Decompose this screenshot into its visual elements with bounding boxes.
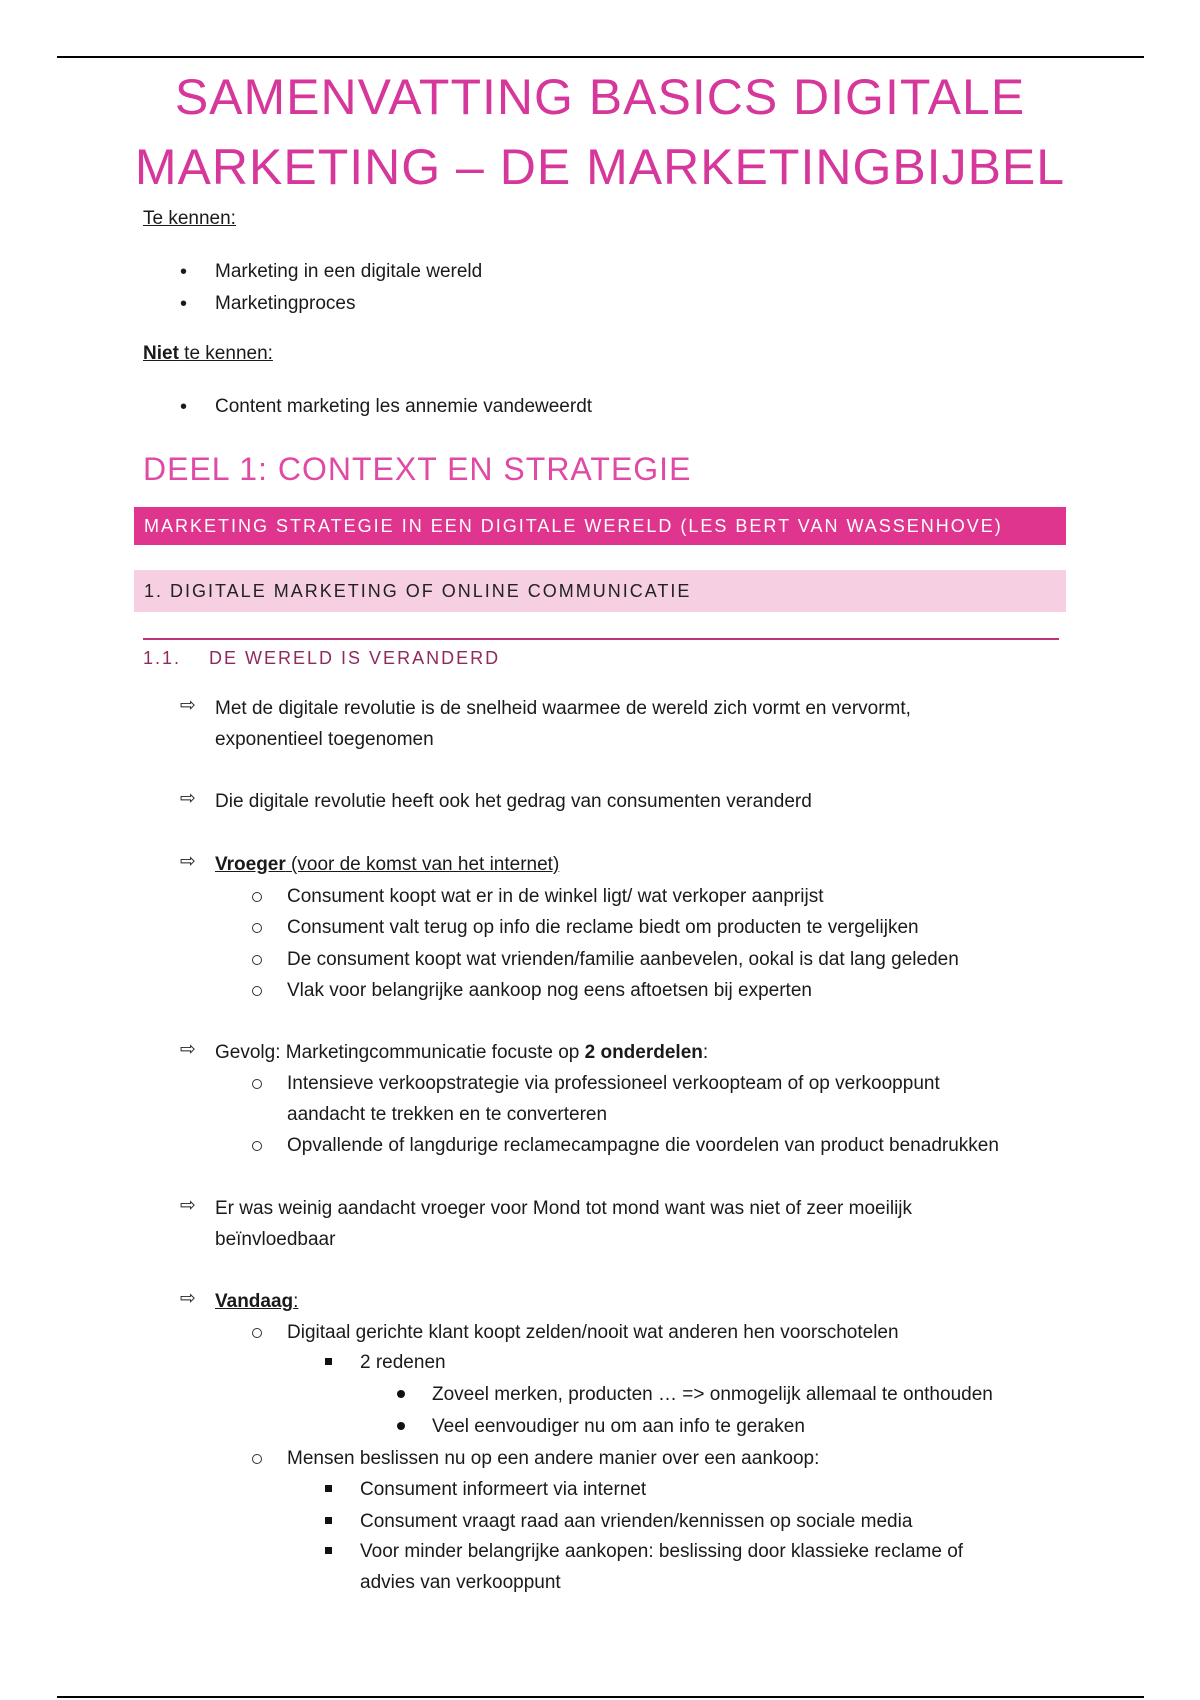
arrow-icon: ⇨ (180, 1039, 196, 1060)
circle-bullet-icon (252, 1328, 262, 1338)
circle-bullet-icon (252, 923, 262, 933)
list-item: Consument informeert via internet (360, 1479, 647, 1500)
vandaag-colon: : (293, 1291, 299, 1312)
subsection-rule (143, 638, 1059, 640)
top-rule (57, 56, 1144, 58)
dot-bullet-icon (397, 1422, 405, 1430)
paragraph-2: Die digitale revolutie heeft ook het gedrag van consumenten veranderd (215, 791, 812, 812)
list-item: Mensen beslissen nu op een andere manier over een aankoop: (287, 1448, 820, 1469)
list-item (287, 1068, 1087, 1130)
gevolg-colon: : (702, 1042, 709, 1063)
subsection-number: 1.1. (143, 648, 182, 668)
paragraph-3 (215, 849, 1075, 880)
square-bullet-icon (325, 1517, 332, 1524)
list-item: Zoveel merken, producten … => onmogelijk allemaal te onthouden (432, 1384, 993, 1405)
title-line-2: MARKETING – DE MARKETINGBIJBEL (134, 139, 1066, 195)
vroeger-bold: Vroeger (215, 854, 286, 875)
niet-bold: Niet (143, 343, 179, 364)
p1-line-1: Met de digitale revolutie is de snelheid waarmee de wereld zich vormt en vervormt, (215, 698, 911, 719)
circle-bullet-icon (252, 892, 262, 902)
paragraph-4 (215, 1037, 1075, 1068)
circle-bullet-icon (252, 955, 262, 965)
list-item: Digitaal gerichte klant koopt zelden/nooit wat anderen hen voorschotelen (287, 1322, 899, 1343)
paragraph-1 (215, 693, 1075, 755)
square-bullet-icon (325, 1547, 332, 1554)
gevolg-item-1-line-1: Intensieve verkoopstrategie via professioneel verkoopteam of op verkooppunt (287, 1073, 940, 1094)
sq3-line-1: Voor minder belangrijke aankopen: beslissing door klassieke reclame of (360, 1541, 964, 1562)
te-kennen-list (143, 256, 482, 320)
list-item (360, 1536, 1080, 1598)
subsection-heading (143, 646, 500, 670)
circle-bullet-icon (252, 1141, 262, 1151)
deel-heading: DEEL 1: CONTEXT EN STRATEGIE (143, 451, 692, 487)
p5-line-2: beïnvloedbaar (215, 1229, 336, 1250)
arrow-icon: ⇨ (180, 695, 196, 716)
p1-line-2: exponentieel toegenomen (215, 729, 434, 750)
vandaag-bold: Vandaag (215, 1291, 294, 1312)
p5-line-1: Er was weinig aandacht vroeger voor Mond tot mond want was niet of zeer moeilijk (215, 1198, 913, 1219)
list-item: • Marketingproces (143, 288, 482, 320)
list-item: Vlak voor belangrijke aankoop nog eens aftoetsen bij experten (287, 980, 812, 1001)
title-line-1: SAMENVATTING BASICS DIGITALE (174, 69, 1026, 125)
circle-bullet-icon (252, 1454, 262, 1464)
document-title (0, 62, 1200, 202)
paragraph-5 (215, 1193, 1075, 1255)
te-kennen-label: Te kennen: (143, 208, 236, 229)
list-item: De consument koopt wat vrienden/familie aanbevelen, ookal is dat lang geleden (287, 949, 959, 970)
gevolg-bold: 2 onderdelen (584, 1042, 703, 1063)
list-item: 2 redenen (360, 1352, 446, 1373)
arrow-icon: ⇨ (180, 1288, 196, 1309)
paragraph-6 (215, 1286, 1075, 1317)
gevolg-text: Gevolg: Marketingcommunicatie focuste op (215, 1042, 585, 1063)
square-bullet-icon (325, 1485, 332, 1492)
section-band-heading: 1. DIGITALE MARKETING OF ONLINE COMMUNICATIE (134, 570, 1066, 612)
strategy-band-heading: MARKETING STRATEGIE IN EEN DIGITALE WERELD (LES BERT VAN WASSENHOVE) (134, 507, 1066, 545)
niet-te-kennen-label (143, 342, 273, 366)
list-item: Opvallende of langdurige reclamecampagne die voordelen van product benadrukken (287, 1135, 999, 1156)
list-item: • Marketing in een digitale wereld (143, 256, 482, 288)
subsection-title: DE WERELD IS VERANDERD (209, 648, 501, 668)
list-item: Consument vraagt raad aan vrienden/kennissen op sociale media (360, 1511, 913, 1532)
vroeger-rest: (voor de komst van het internet) (285, 854, 560, 875)
square-bullet-icon (325, 1358, 332, 1365)
arrow-icon: ⇨ (180, 788, 196, 809)
niet-rest: te kennen: (178, 343, 273, 364)
arrow-icon: ⇨ (180, 851, 196, 872)
gevolg-item-1-line-2: aandacht te trekken en te converteren (287, 1104, 608, 1125)
vroeger-heading (215, 854, 559, 875)
list-item: Veel eenvoudiger nu om aan info te geraken (432, 1416, 805, 1437)
sq3-line-2: advies van verkooppunt (360, 1572, 561, 1593)
list-item: • Content marketing les annemie vandeweerdt (143, 391, 592, 423)
arrow-icon: ⇨ (180, 1195, 196, 1216)
list-item: Consument valt terug op info die reclame biedt om producten te vergelijken (287, 917, 919, 938)
dot-bullet-icon (397, 1390, 405, 1398)
vandaag-heading (215, 1291, 298, 1312)
circle-bullet-icon (252, 1079, 262, 1089)
niet-te-kennen-list (143, 391, 592, 423)
list-item: Consument koopt wat er in de winkel ligt/ wat verkoper aanprijst (287, 886, 824, 907)
circle-bullet-icon (252, 986, 262, 996)
bottom-rule (57, 1696, 1144, 1698)
